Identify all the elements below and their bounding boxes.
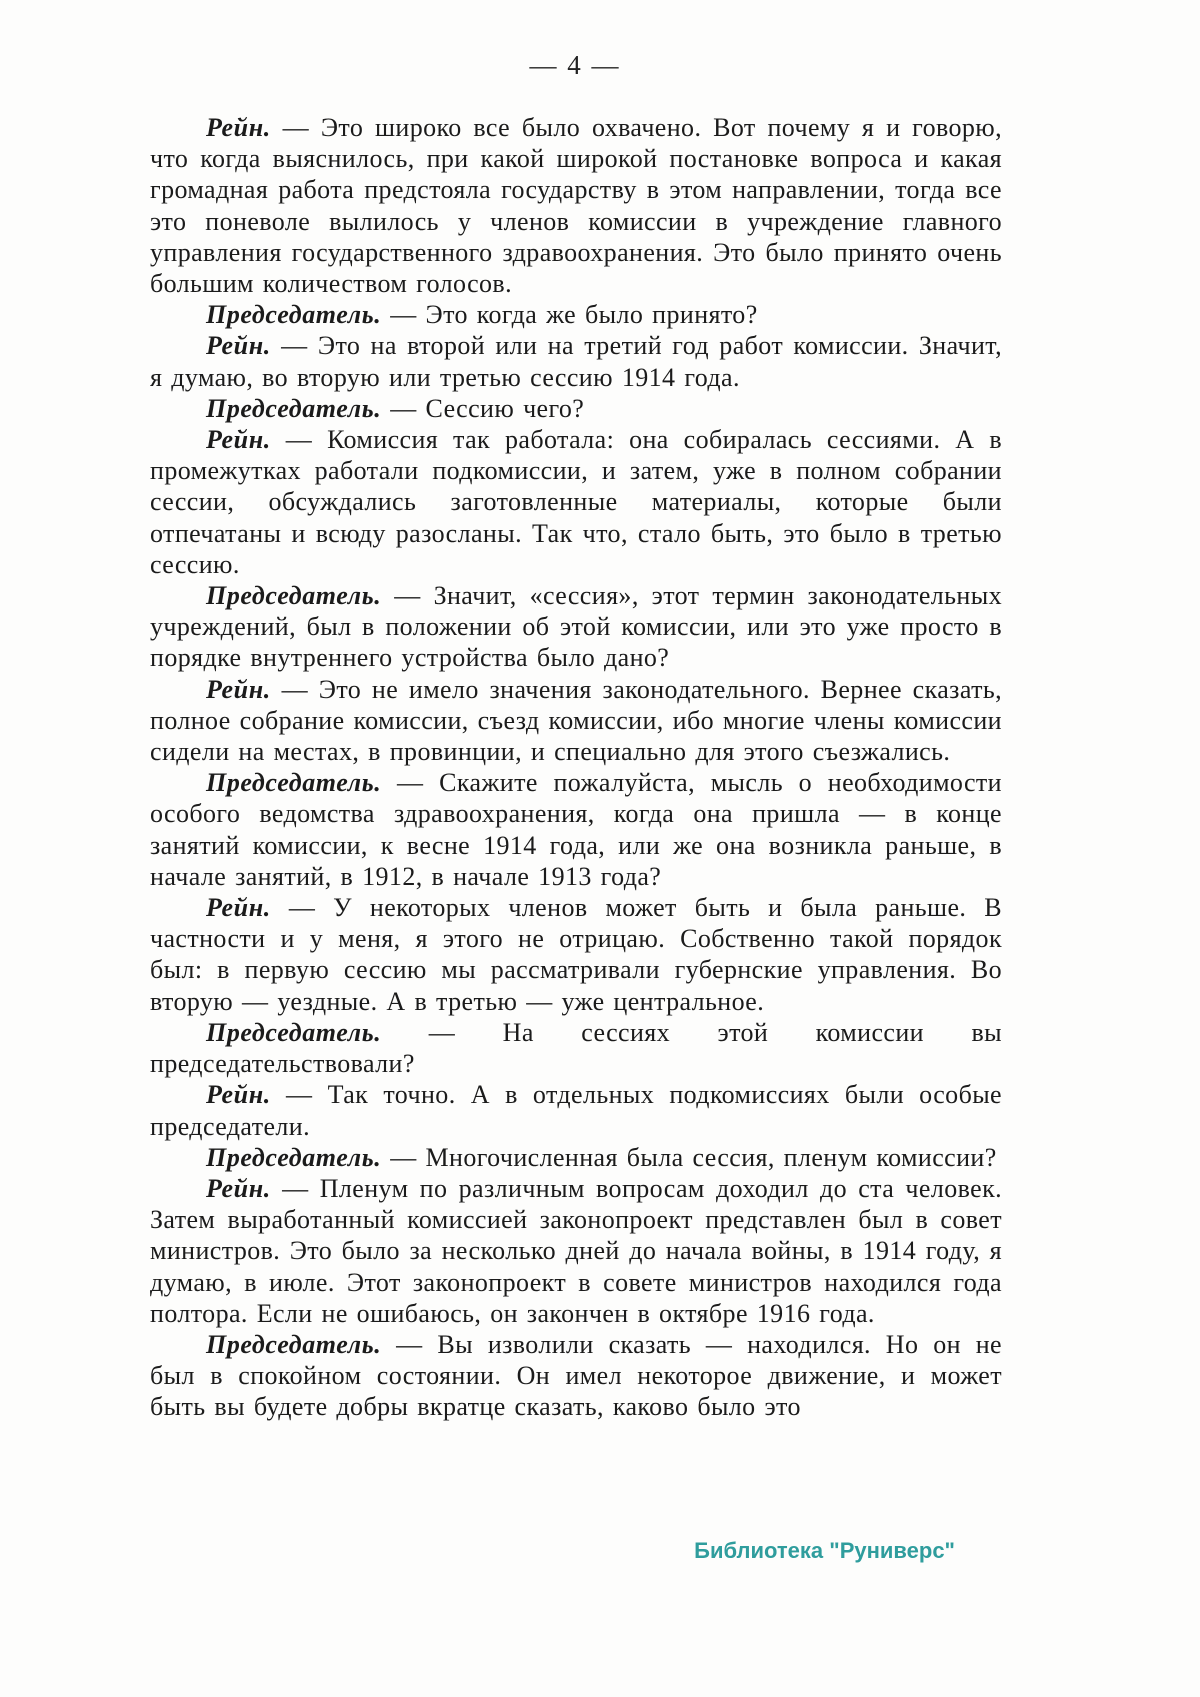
dialog-paragraph: Рейн. — У некоторых членов может быть и была раньше. В частности и у меня, я этого не отрицаю. Собственно такой порядок был: в первую сессию мы рассматривали губернские управления. Во вторую — уездные. А в третью — уже центральное. — [150, 893, 1002, 1016]
dialog-paragraph: Рейн. — Это на второй или на третий год работ комиссии. Значит, я думаю, во вторую или третью сессию 1914 года. — [150, 331, 1002, 392]
speaker-name: Рейн. — [206, 1173, 271, 1203]
dialog-paragraph: Председатель. — Сессию чего? — [206, 393, 585, 423]
dialog-paragraph: Рейн. — Так точно. А в отдельных подкомиссиях были особые председатели. — [150, 1080, 1002, 1141]
speaker-name: Председатель. — [206, 1017, 382, 1047]
page-number: — 4 — — [529, 50, 621, 80]
speaker-name: Рейн. — [206, 425, 271, 455]
speaker-name: Председатель. — [206, 300, 382, 330]
speaker-name: Председатель. — [206, 393, 382, 423]
dialog-paragraph: Председатель. — Это когда же было принято? — [206, 300, 758, 330]
speaker-name: Рейн. — [206, 674, 271, 704]
dialog-paragraph: Председатель. — Многочисленная была сессия, пленум комиссии? — [206, 1142, 997, 1172]
dialog-paragraph: Председатель. — Значит, «сессия», этот термин законодательных учреждений, был в положении об этой комиссии, или это уже просто в порядке внутреннего устройства было дано? — [150, 581, 1002, 673]
dialog-paragraph: Председатель. — Вы изволили сказать — находился. Но он не был в спокойном состоянии. Он имел некоторое движение, и может быть вы будете добры вкратце сказать, каково было это — [150, 1329, 1002, 1422]
dialog-paragraph: Рейн. — Это широко все было охвачено. Вот почему я и говорю, что когда выяснилось, при какой широкой постановке вопроса и какая громадная работа предстояла государству в этом направлении, тогда все это поневоле вылилось у членов комиссии в учреждение главного управления государственного здравоохранения. Это было принято очень большим количеством голосов. — [150, 113, 1002, 299]
library-watermark: Библиотека "Руниверс" — [694, 1538, 955, 1563]
speaker-name: Рейн. — [206, 1080, 271, 1110]
dialog-paragraph: Рейн. — Комиссия так работала: она собиралась сессиями. А в промежутках работали подкомиссии, и затем, уже в полном собрании сессии, обсуждались заготовленные материалы, которые были отпечатаны и всюду разосланы. Так что, стало быть, это было в третью сессию. — [150, 425, 1002, 579]
speaker-name: Председатель. — [206, 1142, 382, 1172]
dialog-body — [150, 112, 1002, 1423]
speaker-name: Рейн. — [206, 113, 271, 142]
speaker-name: Рейн. — [206, 331, 271, 361]
dialog-paragraph: Председатель. — Скажите пожалуйста, мысль о необходимости особого ведомства здравоохранения, когда она пришла — в конце занятий комиссии, к весне 1914 года, или же она возникла раньше, в начале занятий, в 1912, в начале 1913 года? — [150, 768, 1002, 891]
dialog-paragraph: Председатель. — На сессиях этой комиссии вы председательствовали? — [150, 1017, 1002, 1079]
speaker-name: Рейн. — [206, 893, 271, 923]
speaker-name: Председатель. — [206, 581, 382, 611]
speaker-name: Председатель. — [206, 768, 382, 798]
dialog-paragraph: Рейн. — Пленум по различным вопросам доходил до ста человек. Затем выработанный комиссией законопроект представлен был в совет министров. Это было за несколько дней до начала войны, в 1914 году, я думаю, в июле. Этот законопроект в совете министров находился года полтора. Если не ошибаюсь, он закончен в октябре 1916 года. — [150, 1173, 1002, 1328]
speaker-name: Председатель. — [206, 1329, 382, 1359]
dialog-paragraph: Рейн. — Это не имело значения законодательного. Вернее сказать, полное собрание комиссии, съезд комиссии, ибо многие члены комиссии сидели на местах, в провинции, и специально для этого съезжались. — [150, 674, 1002, 767]
